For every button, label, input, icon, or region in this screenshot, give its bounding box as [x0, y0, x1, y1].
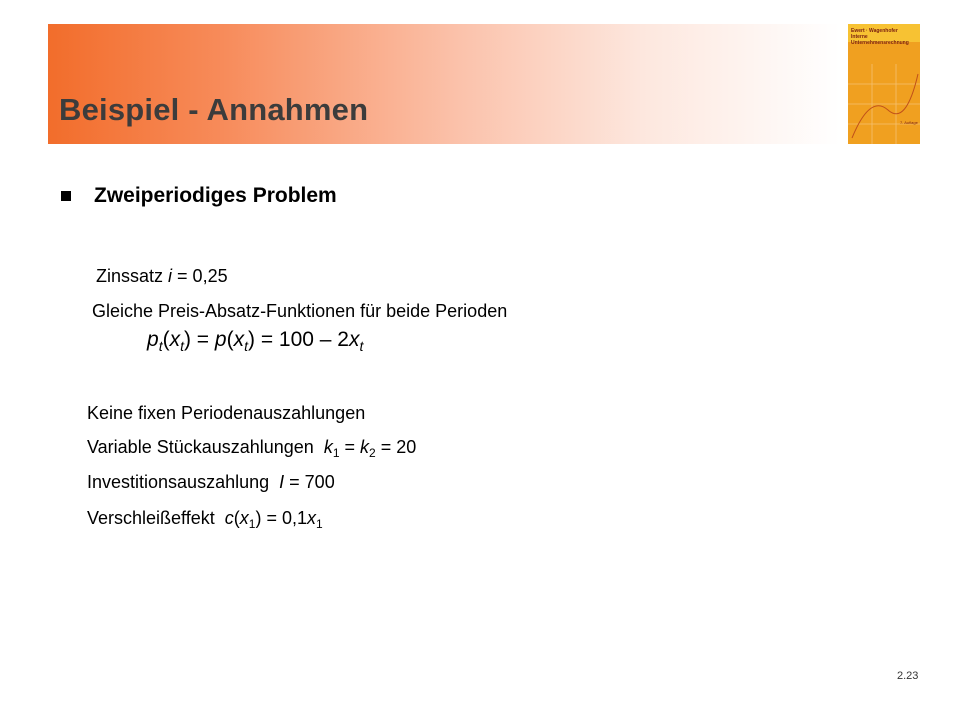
invest-label: Investitionsauszahlung	[87, 472, 270, 492]
sub-1: 1	[248, 517, 256, 531]
wear-effect-line: Verschleißeffekt $c(x_1) = 0,1x_1$	[87, 508, 323, 531]
wear-c: c	[224, 508, 234, 528]
price-function-formula: $p_t(x_t) = p(x_t) = 100 - 2x_t$	[147, 328, 364, 354]
investment-line	[87, 472, 335, 493]
zinssatz-line	[96, 266, 228, 287]
formula-x: x	[233, 328, 245, 351]
variable-payments-line	[87, 437, 416, 458]
formula-sub-t: t	[180, 338, 184, 354]
bullet-square-icon	[61, 191, 71, 201]
var-k1: k	[323, 437, 333, 457]
variable-value: = 20	[375, 437, 417, 457]
formula-equals: =	[190, 328, 215, 351]
invest-var: I	[279, 472, 285, 492]
zinssatz-value: = 0,25	[172, 266, 228, 286]
wear-x1b: x	[306, 508, 316, 528]
formula-sub-t: t	[244, 338, 248, 354]
preis-absatz-text: Gleiche Preis-Absatz-Funktionen für beide Perioden	[92, 301, 508, 321]
page-number: 2.23	[897, 670, 919, 682]
wear-label: Verschleißeffekt	[87, 508, 215, 528]
variable-label: Variable Stückauszahlungen	[87, 437, 314, 457]
book-cover-title-line2: Unternehmensrechnung	[851, 40, 909, 46]
book-cover-title-line1: Interne	[851, 34, 868, 40]
bullet-heading: Zweiperiodiges Problem	[94, 184, 337, 207]
fixed-payments-line: Keine fixen Periodenauszahlungen	[87, 403, 366, 423]
sub-2: 2	[369, 446, 376, 460]
zinssatz-label: Zinssatz	[96, 266, 164, 286]
var-k2: k	[360, 437, 370, 457]
formula-rhs: = 100 – 2	[254, 328, 349, 351]
formula-x: x	[348, 328, 360, 351]
book-cover-authors: Ewert · Wagenhofer	[851, 28, 898, 34]
wear-x1: x	[239, 508, 249, 528]
formula-p: p	[147, 328, 159, 351]
sub-1: 1	[332, 446, 340, 460]
sub-1: 1	[315, 517, 323, 531]
invest-value: = 700	[284, 472, 335, 492]
book-cover-header	[851, 28, 917, 58]
book-cover-graph-icon	[848, 64, 920, 144]
wear-value: = 0,1	[261, 508, 307, 528]
formula-x: x	[169, 328, 181, 351]
slide-title: Beispiel - Annahmen	[59, 92, 369, 127]
variable-eq: =	[339, 437, 361, 457]
formula-p2: p	[214, 328, 227, 351]
zinssatz-var: i	[168, 266, 173, 286]
formula-sub-t: t	[359, 338, 364, 354]
book-cover-edition: 7. Auflage	[900, 120, 918, 125]
formula-sub-t: t	[158, 338, 163, 354]
book-cover-image	[848, 24, 920, 144]
